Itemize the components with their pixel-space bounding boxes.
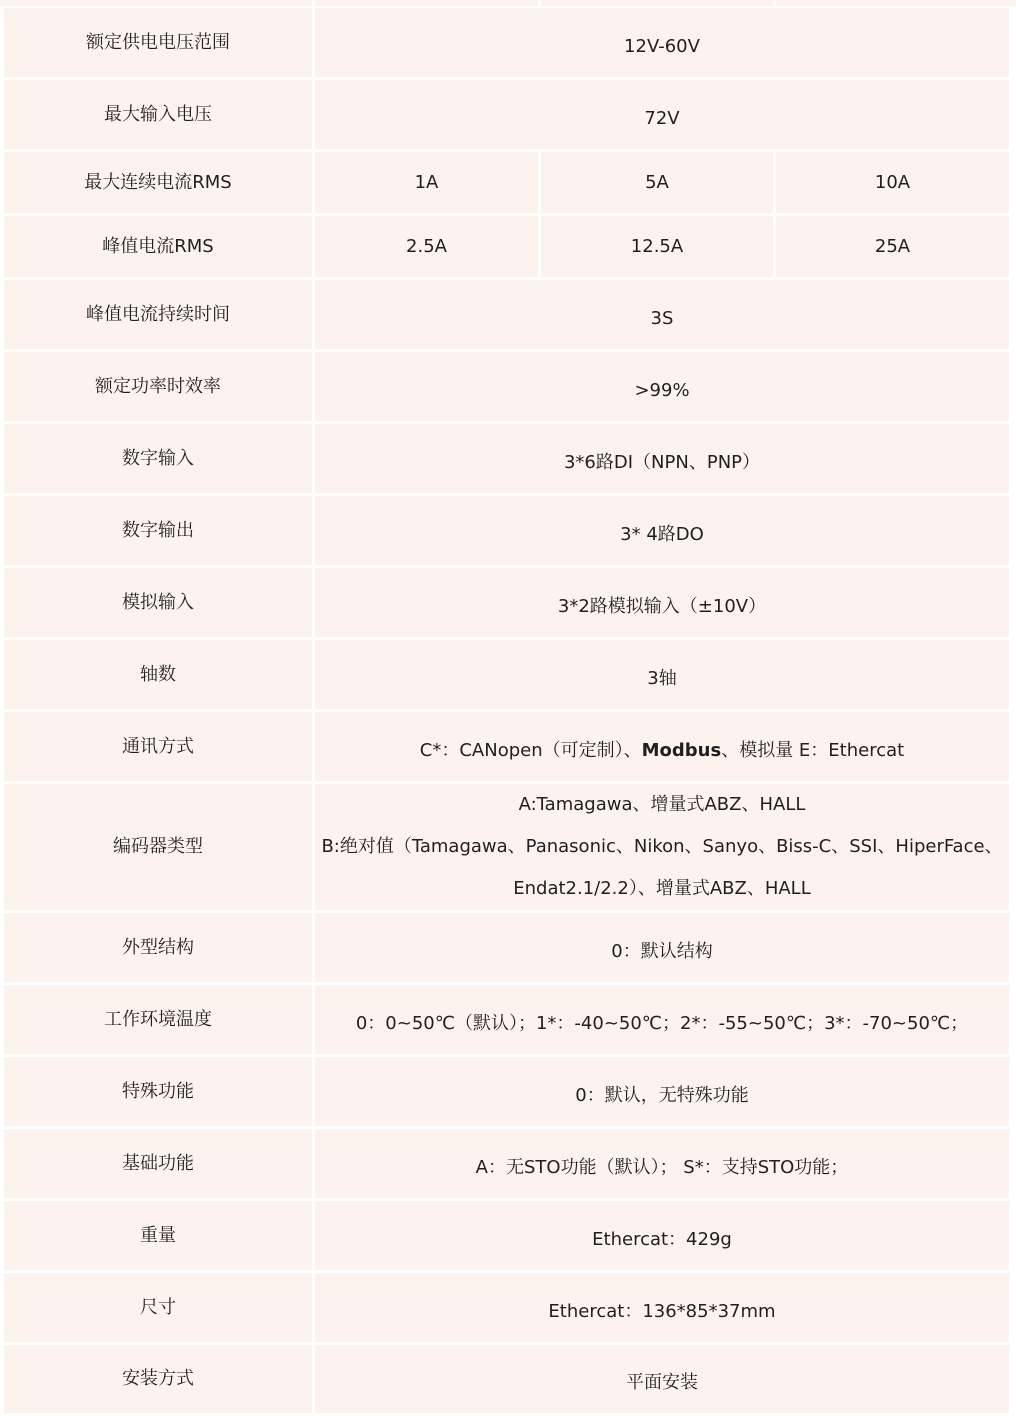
row-value: 平面安装	[315, 1345, 1012, 1416]
row-value: 3轴	[315, 640, 1012, 712]
row-value-3: 25A	[776, 216, 1012, 280]
table-row	[4, 784, 1012, 913]
spec-table	[4, 8, 1012, 1416]
table-row	[4, 80, 1012, 152]
table-row	[4, 496, 1012, 568]
table-row	[4, 1057, 1012, 1129]
table-row	[4, 985, 1012, 1057]
row-value-1: 1A	[315, 152, 541, 216]
row-label: 数字输出	[4, 496, 315, 568]
row-label: 模拟输入	[4, 568, 315, 640]
table-row	[4, 640, 1012, 712]
encoder-line-2: B:绝对值（Tamagawa、Panasonic、Nikon、Sanyo、Biss-C、SSI、HiperFace、	[321, 836, 1003, 857]
row-value: 0：默认，无特殊功能	[315, 1057, 1012, 1129]
table-row	[4, 568, 1012, 640]
table-row	[4, 1345, 1012, 1416]
row-value-1: 2.5A	[315, 216, 541, 280]
row-value-2: 12.5A	[541, 216, 776, 280]
table-row	[4, 712, 1012, 784]
row-value: Ethercat：136*85*37mm	[315, 1273, 1012, 1345]
row-value: 0：0~50℃（默认）；1*：-40~50℃；2*：-55~50℃；3*：-70~50℃；	[315, 985, 1012, 1057]
encoder-line-1: A:Tamagawa、增量式ABZ、HALL	[518, 794, 806, 815]
row-label: 峰值电流持续时间	[4, 280, 315, 352]
comm-part-1: C*：CANopen（可定制）、	[419, 739, 642, 761]
row-value: 3*6路DI（NPN、PNP）	[315, 424, 1012, 496]
table-row	[4, 352, 1012, 424]
table-row	[4, 152, 1012, 216]
row-value: 3* 4路DO	[315, 496, 1012, 568]
table-row	[4, 913, 1012, 985]
row-label: 额定功率时效率	[4, 352, 315, 424]
row-label: 最大输入电压	[4, 80, 315, 152]
row-label: 重量	[4, 1201, 315, 1273]
row-value: 3*2路模拟输入（±10V）	[315, 568, 1012, 640]
row-value: 72V	[315, 80, 1012, 152]
table-row	[4, 1201, 1012, 1273]
row-value: 12V-60V	[315, 8, 1012, 80]
row-label: 安装方式	[4, 1345, 315, 1416]
row-value: >99%	[315, 352, 1012, 424]
row-label: 尺寸	[4, 1273, 315, 1345]
table-row	[4, 1129, 1012, 1201]
row-label: 通讯方式	[4, 712, 315, 784]
row-label: 外型结构	[4, 913, 315, 985]
row-label: 数字输入	[4, 424, 315, 496]
row-value-encoder	[315, 784, 1012, 913]
row-value: 0：默认结构	[315, 913, 1012, 985]
row-value: A：无STO功能（默认）； S*：支持STO功能；	[315, 1129, 1012, 1201]
row-label: 最大连续电流RMS	[4, 152, 315, 216]
comm-part-3: 、模拟量 E：Ethercat	[721, 739, 905, 761]
row-label: 峰值电流RMS	[4, 216, 315, 280]
table-row	[4, 424, 1012, 496]
comm-part-modbus: Modbus	[641, 739, 722, 761]
table-row	[4, 1273, 1012, 1345]
row-label: 轴数	[4, 640, 315, 712]
table-row	[4, 216, 1012, 280]
row-value-2: 5A	[541, 152, 776, 216]
encoder-line-3: Endat2.1/2.2）、增量式ABZ、HALL	[513, 878, 811, 899]
row-value-communication	[315, 712, 1012, 784]
table-row	[4, 280, 1012, 352]
row-value: 3S	[315, 280, 1012, 352]
row-label: 额定供电电压范围	[4, 8, 315, 80]
row-label: 工作环境温度	[4, 985, 315, 1057]
row-value: Ethercat：429g	[315, 1201, 1012, 1273]
row-label: 特殊功能	[4, 1057, 315, 1129]
row-label: 编码器类型	[4, 784, 315, 913]
top-strip	[0, 0, 1016, 6]
row-value-3: 10A	[776, 152, 1012, 216]
table-row	[4, 8, 1012, 80]
row-label: 基础功能	[4, 1129, 315, 1201]
